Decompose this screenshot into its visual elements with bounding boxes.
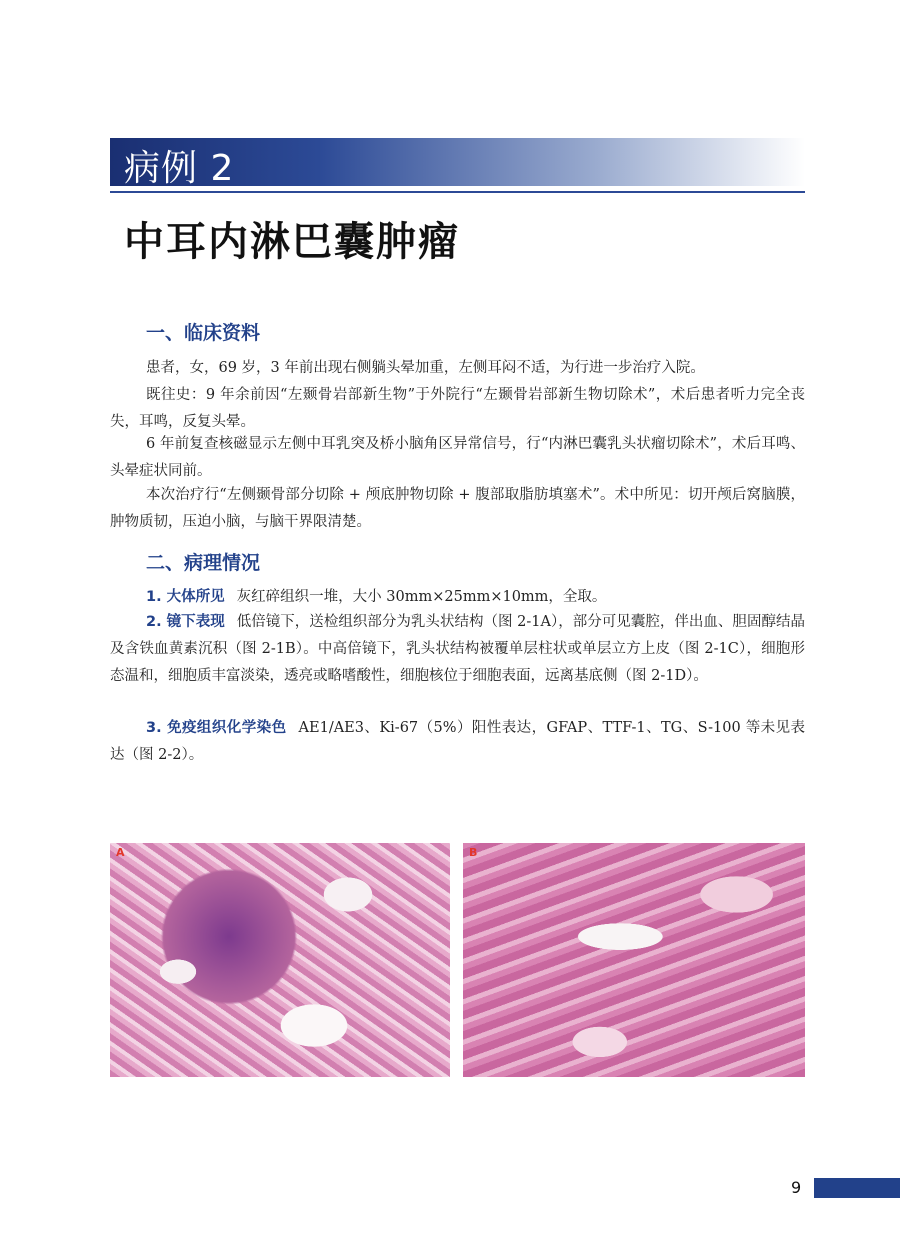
page-title: 中耳内淋巴囊肿瘤 bbox=[124, 219, 460, 265]
pathology-item-gross bbox=[110, 584, 805, 611]
pathology-item-microscopic-label: 2. 镜下表现 bbox=[146, 614, 225, 630]
histology-image-b bbox=[463, 843, 805, 1077]
histology-image-a bbox=[110, 843, 450, 1077]
figure-label-a: A bbox=[116, 846, 125, 859]
pathology-item-gross-label: 1. 大体所见 bbox=[146, 589, 225, 605]
section-clinical-heading: 一、临床资料 bbox=[146, 322, 261, 344]
pathology-item-ihc bbox=[110, 715, 805, 769]
pathology-item-gross-text: 灰红碎组织一堆，大小 30mm×25mm×10mm，全取。 bbox=[236, 589, 607, 605]
section-pathology-heading: 二、病理情况 bbox=[146, 552, 261, 574]
pathology-item-ihc-text: AE1/AE3、Ki-67（5%）阳性表达，GFAP、TTF-1、TG、S-100 等未见表达（图 2-2）。 bbox=[110, 720, 805, 763]
case-number-label: 病例 2 bbox=[124, 148, 235, 189]
clinical-paragraph-4: 本次治疗行“左侧颞骨部分切除 + 颅底肿物切除 + 腹部取脂肪填塞术”。术中所见：切开颅后窝脑膜，肿物质韧，压迫小脑，与脑干界限清楚。 bbox=[110, 487, 805, 530]
case-number-banner bbox=[110, 138, 805, 189]
pathology-item-microscopic bbox=[110, 609, 805, 690]
page-number: 9 bbox=[791, 1178, 802, 1197]
banner-divider bbox=[110, 191, 805, 193]
clinical-paragraph-3: 6 年前复查核磁显示左侧中耳乳突及桥小脑角区异常信号，行“内淋巴囊乳头状瘤切除术”，术后耳鸣、头晕症状同前。 bbox=[110, 436, 805, 479]
figure-label-b: B bbox=[469, 846, 478, 859]
clinical-paragraph-1: 患者，女，69 岁，3 年前出现右侧躺头晕加重，左侧耳闷不适，为行进一步治疗入院。 bbox=[146, 360, 705, 376]
pathology-item-microscopic-text: 低倍镜下，送检组织部分为乳头状结构（图 2-1A），部分可见囊腔，伴出血、胆固醇结晶及含铁血黄素沉积（图 2-1B）。中高倍镜下，乳头状结构被覆单层柱状或单层立方上皮（图 2-1C），细胞形态温和，细胞质丰富淡染，透亮或略嗜酸性，细胞核位于细胞表面，远离基底侧（图 2-1D）。 bbox=[110, 614, 805, 684]
page-number-bar bbox=[814, 1178, 900, 1198]
clinical-paragraph-2: 既往史：9 年余前因“左颞骨岩部新生物”于外院行“左颞骨岩部新生物切除术”，术后患者听力完全丧失，耳鸣，反复头晕。 bbox=[110, 387, 805, 430]
pathology-item-ihc-label: 3. 免疫组织化学染色 bbox=[146, 720, 287, 736]
